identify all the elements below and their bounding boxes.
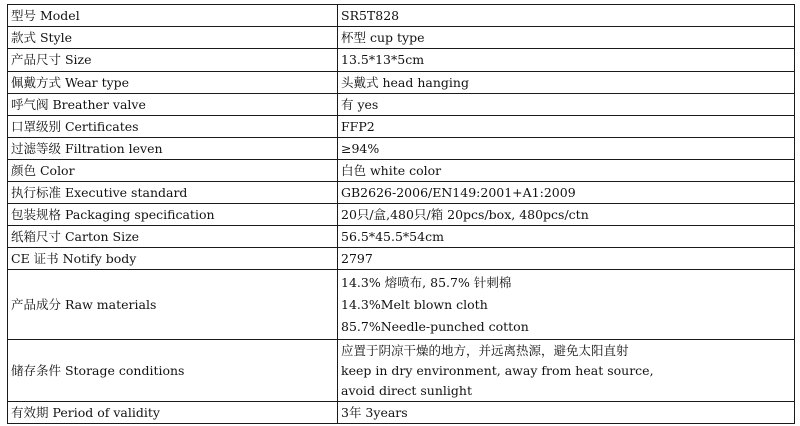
table-row	[8, 27, 795, 49]
row-value-size: 13.5*13*5cm	[338, 49, 795, 72]
table-row	[8, 94, 795, 116]
row-label-packaging: 包装规格 Packaging specification	[8, 204, 338, 226]
table-row	[8, 49, 795, 72]
table-row	[8, 182, 795, 204]
storage-line: 应置于阴凉干燥的地方，并远离热源，避免太阳直射	[341, 342, 629, 358]
table-row	[8, 204, 795, 226]
storage-line: keep in dry environment, away from heat source,	[341, 362, 654, 378]
row-label-storage: 储存条件 Storage conditions	[8, 340, 338, 402]
row-value-validity: 3年 3years	[338, 402, 795, 424]
row-label-filtration: 过滤等级 Filtration leven	[8, 138, 338, 160]
storage-line: avoid direct sunlight	[341, 382, 472, 398]
row-label-validity: 有效期 Period of validity	[8, 402, 338, 424]
raw-materials-line: 14.3% 熔喷布, 85.7% 针刺棉	[341, 274, 512, 290]
table-row	[8, 116, 795, 138]
row-value-style: 杯型 cup type	[338, 27, 795, 49]
row-value-storage	[338, 340, 795, 402]
row-value-raw-materials	[338, 270, 795, 340]
row-label-breather-valve: 呼气阀 Breather valve	[8, 94, 338, 116]
row-value-packaging: 20只/盒,480只/箱 20pcs/box, 480pcs/ctn	[338, 204, 795, 226]
table-row	[8, 226, 795, 248]
table-row	[8, 138, 795, 160]
row-value-executive-standard: GB2626-2006/EN149:2001+A1:2009	[338, 182, 795, 204]
row-label-style: 款式 Style	[8, 27, 338, 49]
row-label-model: 型号 Model	[8, 5, 338, 27]
row-label-carton-size: 纸箱尺寸 Carton Size	[8, 226, 338, 248]
table-row	[8, 340, 795, 402]
table-row	[8, 270, 795, 340]
row-label-raw-materials: 产品成分 Raw materials	[8, 270, 338, 340]
row-value-carton-size: 56.5*45.5*54cm	[338, 226, 795, 248]
row-label-notify-body: CE 证书 Notify body	[8, 248, 338, 270]
raw-materials-line: 85.7%Needle-punched cotton	[341, 318, 529, 334]
row-value-color: 白色 white color	[338, 160, 795, 182]
row-label-wear-type: 佩戴方式 Wear type	[8, 72, 338, 94]
table-row	[8, 160, 795, 182]
table-row	[8, 72, 795, 94]
table-row	[8, 5, 795, 27]
table-row	[8, 248, 795, 270]
row-value-model: SR5T828	[338, 5, 795, 27]
table-row	[8, 402, 795, 424]
raw-materials-line: 14.3%Melt blown cloth	[341, 296, 488, 312]
row-label-executive-standard: 执行标准 Executive standard	[8, 182, 338, 204]
row-label-size: 产品尺寸 Size	[8, 49, 338, 72]
row-value-breather-valve: 有 yes	[338, 94, 795, 116]
row-value-certificates: FFP2	[338, 116, 795, 138]
row-value-notify-body: 2797	[338, 248, 795, 270]
row-value-filtration: ≥94%	[338, 138, 795, 160]
product-spec-table	[7, 4, 795, 424]
row-label-color: 颜色 Color	[8, 160, 338, 182]
row-label-certificates: 口罩级别 Certificates	[8, 116, 338, 138]
row-value-wear-type: 头戴式 head hanging	[338, 72, 795, 94]
